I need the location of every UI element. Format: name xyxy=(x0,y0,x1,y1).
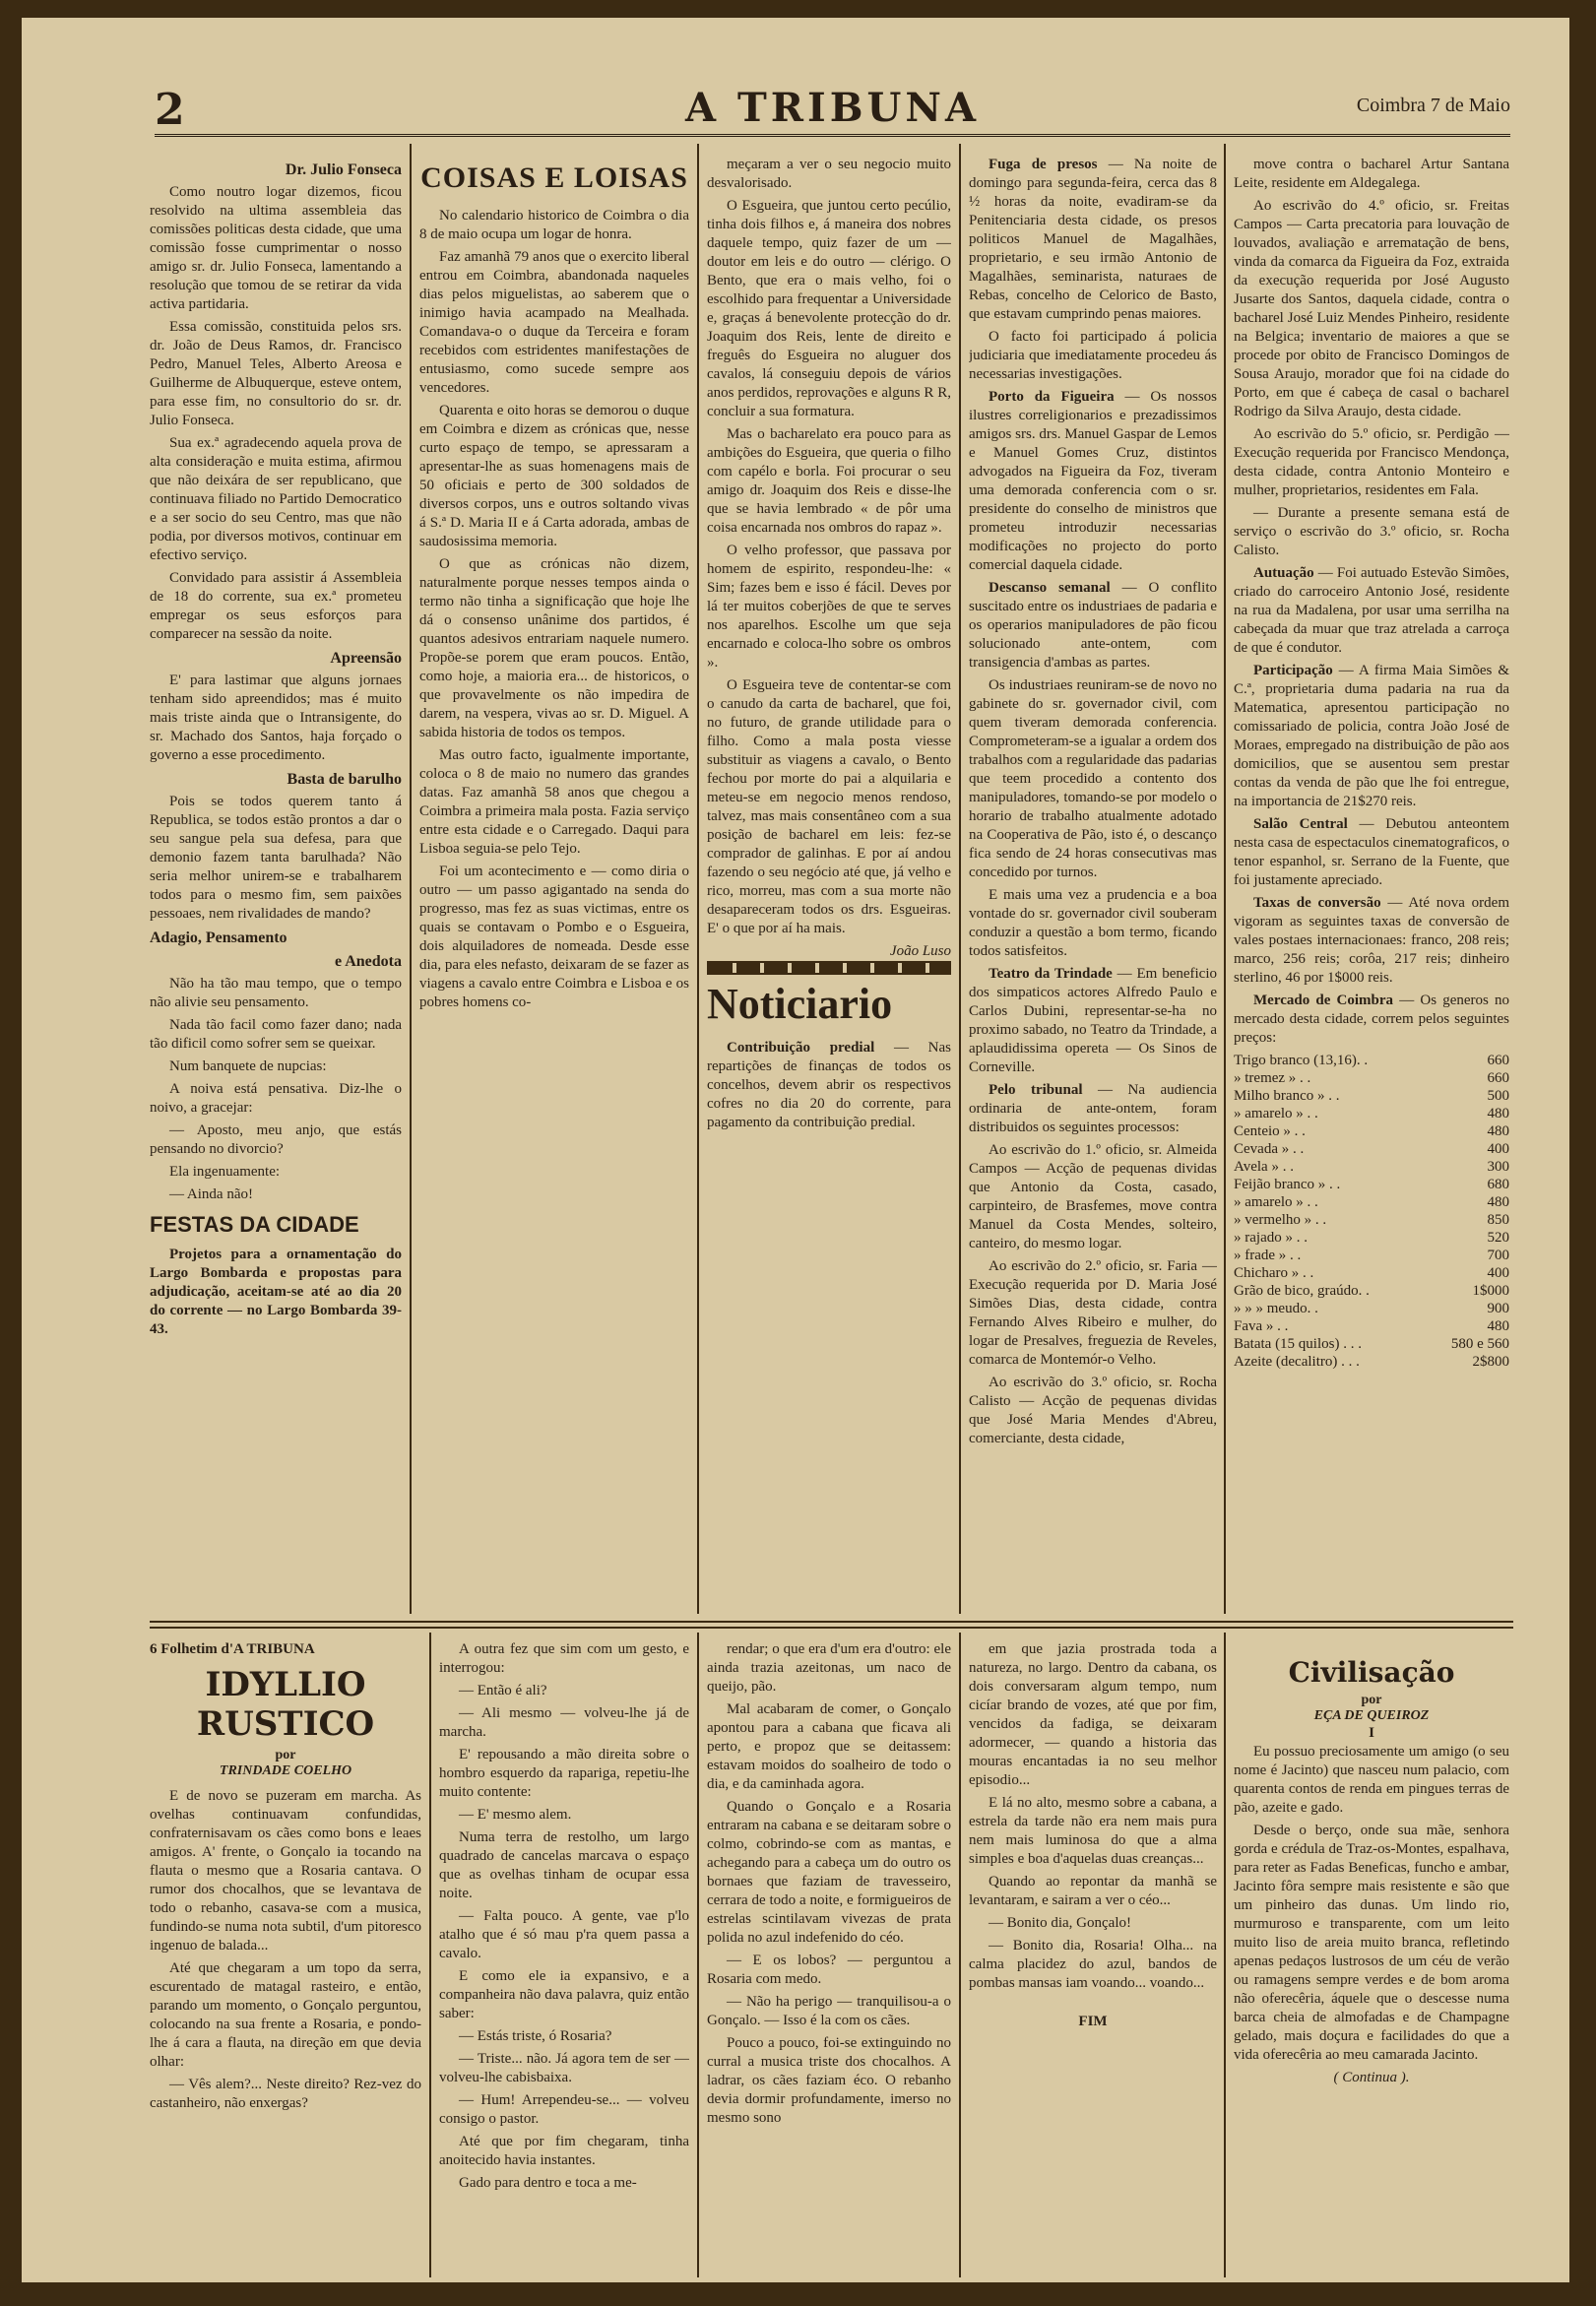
paragraph: — Até nova ordem vigoram as seguintes taxas de conversão de vales postaes internacionaes: franco, 208 reis; marco, 256 reis; corôa, 217 reis; dinheiro sterlino, 46 por 1$000 reis. xyxy=(1234,895,1509,986)
article-title: Adagio, Pensamento xyxy=(150,929,287,946)
paragraph: A noiva está pensativa. Diz-lhe o noivo, a gracejar: xyxy=(150,1081,402,1116)
price-item: » amarelo » . . xyxy=(1234,1106,1318,1121)
price-item: » vermelho » . . xyxy=(1234,1212,1327,1228)
price-row xyxy=(1234,1087,1509,1105)
paragraph: — Os nossos ilustres correligionarios e prezadissimos amigos srs. drs. Manuel Gaspar de Lemos e Manuel Gomes Cruz, distintos advogados na Figueira da Foz, tiveram uma demorada conferencia com o sr. presidente do conselho de ministros que prometeu introduzir necessarias modificações no projecto do porto comercial daquela cidade. xyxy=(969,389,1217,573)
article-title: Taxas de conversão xyxy=(1253,895,1381,911)
column-5 xyxy=(1234,156,1509,1603)
paragraph: — Nas repartições de finanças de todos os concelhos, devem abrir os respectivos cofres no dia 20 do corrente, para pagamento da contribuição predial. xyxy=(707,1040,951,1130)
paragraph: — O conflito suscitado entre os industriaes de padaria e os operarios manipuladores de pão ficou solucionado ante-ontem, com transigencia d'ambas as partes. xyxy=(969,580,1217,671)
folhetim-column-3 xyxy=(707,1640,951,2280)
price-item: Chicharo » . . xyxy=(1234,1265,1314,1281)
folhetim-label: 6 Folhetim d'A TRIBUNA xyxy=(150,1641,315,1657)
price-value: 300 xyxy=(1487,1159,1509,1175)
price-row xyxy=(1234,1069,1509,1087)
folhetim-column-4 xyxy=(969,1640,1217,2280)
paragraph: — Os generos no mercado desta cidade, correm pelos seguintes preços: xyxy=(1234,993,1509,1046)
paragraph: — Hum! Arrependeu-se... — volveu consigo o pastor. xyxy=(439,2092,689,2127)
price-value: 660 xyxy=(1487,1053,1509,1068)
price-value: 400 xyxy=(1487,1141,1509,1157)
column-divider xyxy=(1224,144,1226,1614)
price-value: 400 xyxy=(1487,1265,1509,1281)
paragraph: — Vês alem?... Neste direito? Rez-vez do castanheiro, não enxergas? xyxy=(150,2077,421,2111)
article-title: Participação xyxy=(1253,663,1333,678)
paragraph: Ela ingenuamente: xyxy=(169,1164,281,1180)
price-row xyxy=(1234,1317,1509,1335)
price-value: 520 xyxy=(1487,1230,1509,1246)
paragraph: — Ainda não! xyxy=(169,1186,253,1202)
folhetim-column-2 xyxy=(439,1640,689,2280)
paragraph: — Então é ali? xyxy=(459,1683,547,1698)
chapter-number: I xyxy=(1369,1725,1374,1741)
civilisacao-title: Civilisação xyxy=(1288,1656,1455,1689)
paragraph: — Não ha perigo — tranquilisou-a o Gonçalo. — Isso é la com os cães. xyxy=(707,1994,951,2028)
paragraph: Convidado para assistir á Assembleia de 18 do corrente, sua ex.ª prometeu empregar os seus esforços para comparecer na sessão da noite. xyxy=(150,570,402,642)
column-divider xyxy=(697,144,699,1614)
paragraph: Até que por fim chegaram, tinha anoitecido havia instantes. xyxy=(439,2134,689,2168)
article-subtitle: e Anedota xyxy=(335,953,402,970)
paragraph: Sua ex.ª agradecendo aquela prova de alta consideração e muita estima, afirmou que não deixára de ser republicano, que continuava filiado no Partido Democratico e a ser socio do seu Centro, mas que não podia, por diversos motivos, continuar em efectivo serviço. xyxy=(150,435,402,563)
paragraph: rendar; o que era d'um era d'outro: ele ainda trazia azeitonas, um naco de queijo, pão. xyxy=(707,1641,951,1695)
price-item: Milho branco » . . xyxy=(1234,1088,1340,1104)
paragraph: — E' mesmo alem. xyxy=(459,1807,572,1823)
price-row xyxy=(1234,1140,1509,1158)
folhetim-divider xyxy=(150,1621,1513,1623)
byline-por: por xyxy=(275,1748,296,1762)
paragraph: O velho professor, que passava por homem de espirito, respondeu-lhe: « Sim; fazes bem e isso é fácil. Deves por lá ter muitos coberjões de que te serves nos aparelhos. Escolhe um que seja encarnado e coloca-lho sobre os ombros ». xyxy=(707,543,951,671)
paragraph: E mais uma vez a prudencia e a boa vontade do sr. governador civil souberam conduzir a questão a bom termo, ficando todos satisfeitos. xyxy=(969,887,1217,959)
column-divider xyxy=(410,144,412,1614)
festas-notice: Projetos para a ornamentação do Largo Bombarda e propostas para adjudicação, aceitam-se até ao dia 20 do corrente — no Largo Bombarda 39-43. xyxy=(150,1247,402,1337)
price-value: 680 xyxy=(1487,1177,1509,1192)
paragraph: — Falta pouco. A gente, vae p'lo atalho que é só mau p'ra quem passa a cavalo. xyxy=(439,1908,689,1961)
paragraph: Não ha tão mau tempo, que o tempo não alivie seu pensamento. xyxy=(150,976,402,1010)
festas-heading: FESTAS DA CIDADE xyxy=(150,1212,359,1237)
paragraph: — Na noite de domingo para segunda-feira, cerca das 8 ½ horas da noite, evadiram-se da Penitenciaria desta cidade, os presos politicos Manuel de Magalhães, proprietario, e seu irmão Antonio de Magalhães, seminarista, naturaes de Rebas, concelho de Celorico de Basto, que estavam cumprindo penas maiores. xyxy=(969,157,1217,322)
column-2 xyxy=(419,156,689,1603)
paragraph: Até que chegaram a um topo da serra, escurentado de matagal rasteiro, e então, parando um momento, o Gonçalo perguntou, colocando na sua frente a Rosaria, e pondo-lhe á cara a flauta, na direção em que devia olhar: xyxy=(150,1960,421,2070)
column-divider xyxy=(1224,1633,1226,2277)
price-value: 480 xyxy=(1487,1106,1509,1121)
fim-mark: FIM xyxy=(1078,2014,1108,2029)
column-3 xyxy=(707,156,951,1603)
signature: João Luso xyxy=(889,943,951,959)
column-4 xyxy=(969,156,1217,1603)
price-row xyxy=(1234,1300,1509,1317)
price-table xyxy=(1234,1052,1509,1371)
price-item: » frade » . . xyxy=(1234,1248,1302,1263)
paragraph: Quarenta e oito horas se demorou o duque em Coimbra e dizem as crónicas que, nesse curto espaço de tempo, se apressaram a apresentar-lhe as suas homenagens mais de 50 oficiais e perto de 300 soldados de diversos corpos, uns e outros soltando vivas á S.ª D. Maria II e á Carta adorada, ambas de saudosissima memoria. xyxy=(419,403,689,549)
paragraph: Quando ao repontar da manhã se levantaram, e sairam a ver o céo... xyxy=(969,1874,1217,1908)
paragraph: — A firma Maia Simões & C.ª, proprietaria duma padaria na rua da Matematica, apresentou participação no comissariado de policia, contra João José de Moraes, empregado na distribuição de pão aos domicilios, que se ausentou sem prestar contas da venda de pão que lhe foi entregue, na importancia de 21$270 reis. xyxy=(1234,663,1509,809)
price-row xyxy=(1234,1122,1509,1140)
price-row xyxy=(1234,1193,1509,1211)
price-row xyxy=(1234,1229,1509,1247)
article-title: Dr. Julio Fonseca xyxy=(285,161,402,178)
article-title: Mercado de Coimbra xyxy=(1253,993,1394,1008)
price-row xyxy=(1234,1264,1509,1282)
paragraph: O Esgueira, que juntou certo pecúlio, tinha dois filhos e, á maneira dos nobres daquele tempo, quiz fazer de um — doutor em leis e do outro — clérigo. O Bento, que era o mais velho, foi o escolhido para frequentar a Universidade e, graças á benevolente protecção do dr. Joaquim dos Reis, lente de direito e freguês do Esgueira no aluguer dos cavalos, lá conseguiu depois de vários anos perdidos, reprovações e alguns R R, concluir a sua formatura. xyxy=(707,198,951,419)
paragraph: Nada tão facil como fazer dano; nada tão dificil como sofrer sem se queixar. xyxy=(150,1017,402,1052)
paragraph: Quando o Gonçalo e a Rosaria entraram na cabana e se deitaram sobre o colmo, cobrindo-se com as mantas, e achegando para a cabeça um do outro os bornaes que faziam de travesseiro, cerrara de todo a noite, e formigueiros de estrelas scintilavam vivezas de prata polida no azul indefenido do céo. xyxy=(707,1799,951,1946)
column-divider xyxy=(697,1633,699,2277)
price-item: Trigo branco (13,16). . xyxy=(1234,1053,1369,1068)
article-title: Basta de barulho xyxy=(287,771,402,788)
article-title: Salão Central xyxy=(1253,816,1348,832)
paragraph: — Bonito dia, Rosaria! Olha... na calma placidez do azul, bandos de pombas mansas iam voando... voando... xyxy=(969,1938,1217,1991)
coisas-title: COISAS E LOISAS xyxy=(420,161,688,194)
folhetim-author: TRINDADE COELHO xyxy=(219,1763,352,1778)
paragraph: No calendario historico de Coimbra o dia 8 de maio ocupa um logar de honra. xyxy=(419,208,689,242)
paragraph: — Bonito dia, Gonçalo! xyxy=(989,1915,1131,1931)
paragraph: E de novo se puzeram em marcha. As ovelhas continuavam confundidas, confraternisavam os cães como bons e leaes amigos. A' frente, o Gonçalo ia tocando na flauta o mesmo que a Rosaria cantava. O rumor dos chocalhos, que se levantava de todo o rebanho, casava-se com a musica, fundindo-se numa nota subtil, d'um pitoresco ingenuo de balada... xyxy=(150,1788,421,1954)
paragraph: Como noutro logar dizemos, ficou resolvido na ultima assembleia das comissões politicas desta cidade, que uma comissão fosse cumprimentar o nosso amigo sr. dr. Julio Fonseca, lamentando a resolução que tomou de se retirar da vida activa partidaria. xyxy=(150,184,402,312)
paragraph: Faz amanhã 79 anos que o exercito liberal entrou em Coimbra, abandonada naqueles dias pelos miguelistas, ao saberem que o inimigo havia acampado na Mealhada. Comandava-o o duque da Terceira e foram recebidos com estridentes manifestações de entusiasmo, como sucede sempre aos vencedores. xyxy=(419,249,689,396)
price-value: 850 xyxy=(1487,1212,1509,1228)
price-row xyxy=(1234,1353,1509,1371)
paragraph: Eu possuo preciosamente um amigo (o seu nome é Jacinto) que nasceu num palacio, com quarenta contos de renda em pingues terras de pão, azeite e gado. xyxy=(1234,1744,1509,1816)
paragraph: — Triste... não. Já agora tem de ser — volveu-lhe cabisbaixa. xyxy=(439,2051,689,2085)
article-title: Pelo tribunal xyxy=(989,1082,1083,1098)
paragraph: — Em beneficio dos simpaticos actores Alfredo Paulo e Carlos Dubini, representar-se-ha no proximo sabado, no Teatro da Trindade, a aplaudidissima opereta — Os Sinos de Corneville. xyxy=(969,966,1217,1075)
paragraph: move contra o bacharel Artur Santana Leite, residente em Aldegalega. xyxy=(1234,157,1509,191)
paragraph: Desde o berço, onde sua mãe, senhora gorda e crédula de Traz-os-Montes, espalhava, para reter as Fadas Beneficas, funcho e ambar, Jacinto fôra sempre mais resistente e são que um pinheiro das dunas. Um lindo rio, murmuroso e transparente, com um leito muito liso de areia muito branca, refletindo apenas pedaços lustrosos de um céu de verão ou ramagens sempre verdes e de bom aroma não oferecêria, áquele que o descesse numa barca cheia de almofadas e de Champagne gelado, mais doçura e facilidades do que a vida oferecêria ao meu camarada Jacinto. xyxy=(1234,1823,1509,2063)
paragraph: — Debutou anteontem nesta casa de espectaculos cinematograficos, o tenor espanhol, sr. Serrano de la Fuente, que foi justamente apreciado. xyxy=(1234,816,1509,888)
price-value: 580 e 560 xyxy=(1450,1336,1509,1352)
paragraph: — Ali mesmo — volveu-lhe já de marcha. xyxy=(439,1705,689,1740)
paragraph: Pois se todos querem tanto á Republica, se todos estão prontos a dar o seu sangue pela sua defesa, para que demonio fazem tanta barulhada? Não seria melhor unirem-se e trabalharem todos para o mesmo fim, sem paixões pessoaes, nem rivalidades de mando? xyxy=(150,794,402,922)
paragraph: Gado para dentro e toca a me- xyxy=(459,2175,637,2191)
paragraph: Mas o bacharelato era pouco para as ambições do Esgueira, que queria o filho com capélo e borla. Foi procurar o seu amigo dr. Joaquim dos Reis e disse-lhe que se havia lembrado « de pôr uma coisa encarnada nos ombros do rapaz ». xyxy=(707,426,951,536)
paragraph: Ao escrivão do 1.º oficio, sr. Almeida Campos — Acção de pequenas dividas que Antonio da Costa, casado, carpinteiro, de Brasfemes, move contra Manuel da Costa Mendes, solteiro, canteiro, do mesmo logar. xyxy=(969,1142,1217,1251)
price-value: 500 xyxy=(1487,1088,1509,1104)
price-item: Fava » . . xyxy=(1234,1318,1289,1334)
price-row xyxy=(1234,1105,1509,1122)
price-item: Grão de bico, graúdo. . xyxy=(1234,1283,1370,1299)
article-title: Contribuição predial xyxy=(727,1040,875,1056)
continua-mark: ( Continua ). xyxy=(1333,2070,1410,2085)
folhetim-title: IDYLLIO RUSTICO xyxy=(196,1665,375,1744)
article-title: Teatro da Trindade xyxy=(989,966,1113,982)
price-value: 900 xyxy=(1487,1301,1509,1316)
article-title: Fuga de presos xyxy=(989,157,1098,172)
civilisacao-column xyxy=(1234,1652,1509,2280)
column-divider xyxy=(959,144,961,1614)
paragraph: Ao escrivão do 3.º oficio, sr. Rocha Calisto — Acção de pequenas dividas que José Maria Mendes d'Abreu, comerciante, desta cidade, xyxy=(969,1375,1217,1446)
paragraph: O que as crónicas não dizem, naturalmente porque nesses tempos ainda o termo não tinha a significação que hoje lhe dá o consenso unânime dos partidos, é quantos adesivos entrariam naquele numero. Propõe-se porem que eram poucos. Então, como hoje, a maioria era... de historicos, o que provavelmente os não impedira de darem, na vespera, vivas ao sr. D. Miguel. A sabida historia de todos os tempos. xyxy=(419,556,689,740)
paragraph: Foi um acontecimento e — como diria o outro — um passo agigantado na senda do progresso, mas fez as suas victimas, entre os quais se contavam o Pombo e o Esgueira, dois alquiladores de nomeada. Desde esse dia, para eles nefasto, deixaram de se fazer as viagens a cavalo entre Coimbra e Lisboa e os pobres homens co- xyxy=(419,864,689,1010)
section-ornament xyxy=(707,961,951,975)
article-title: Descanso semanal xyxy=(989,580,1111,596)
paragraph: Ao escrivão do 5.º oficio, sr. Perdigão — Execução requerida por Francisco Mendonça, desta cidade, contra Antonio Monteiro e mulher, proprietarios, residentes em Fala. xyxy=(1234,426,1509,498)
paragraph: em que jazia prostrada toda a natureza, no largo. Dentro da cabana, os dois conversaram algum tempo, num cicíar brando de vozes, até que por fim, vencidos da fadiga, se deixaram adormecer, — quando a historia das mouras encantadas ia no seu melhor episodio... xyxy=(969,1641,1217,1788)
paragraph: — Durante a presente semana está de serviço o escrivão do 3.º oficio, sr. Rocha Calisto. xyxy=(1234,505,1509,558)
paragraph: — E os lobos? — perguntou a Rosaria com medo. xyxy=(707,1953,951,1987)
price-item: Batata (15 quilos) . . . xyxy=(1234,1336,1362,1352)
price-item: » rajado » . . xyxy=(1234,1230,1308,1246)
price-row xyxy=(1234,1158,1509,1176)
price-value: 480 xyxy=(1487,1123,1509,1139)
price-item: Azeite (decalitro) . . . xyxy=(1234,1354,1360,1370)
folhetim-divider xyxy=(150,1627,1513,1629)
price-row xyxy=(1234,1211,1509,1229)
paragraph: E' para lastimar que alguns jornaes tenham sido apreendidos; mas é muito mais triste ainda que o Intransigente, do sr. Machado dos Santos, haja forçado o governo a esse procedimento. xyxy=(150,673,402,763)
paragraph: — Aposto, meu anjo, que estás pensando no divorcio? xyxy=(150,1122,402,1157)
paragraph: — Na audiencia ordinaria de ante-ontem, foram distribuidos os seguintes processos: xyxy=(969,1082,1217,1135)
column-1 xyxy=(150,156,402,1603)
price-value: 480 xyxy=(1487,1318,1509,1334)
price-row xyxy=(1234,1052,1509,1069)
column-divider xyxy=(959,1633,961,2277)
paragraph: Ao escrivão do 2.º oficio, sr. Faria — Execução requerida por D. Maria José Simões Dias, desta cidade, contra Fernando Alves Ribeiro e mulher, do logar de Presalves, freguezia de Reveles, comarca de Montemór-o Velho. xyxy=(969,1258,1217,1368)
paragraph: E' repousando a mão direita sobre o hombro esquerdo da rapariga, repetiu-lhe muito contente: xyxy=(439,1747,689,1800)
paragraph: O facto foi participado á policia judiciaria que imediatamente procedeu ás necessarias investigações. xyxy=(969,329,1217,382)
civilisacao-author: EÇA DE QUEIROZ xyxy=(1313,1708,1430,1723)
price-item: » tremez » . . xyxy=(1234,1070,1311,1086)
paragraph: Mas outro facto, igualmente importante, coloca o 8 de maio no numero das grandes datas. Faz amanhã 58 anos que chegou a Coimbra a primeira mala posta. Fazia serviço entre esta cidade e o Carregado. Daqui para Lisboa seguia-se pelo Tejo. xyxy=(419,747,689,857)
paragraph: Os industriaes reuniram-se de novo no gabinete do sr. governador civil, com quem tiveram demorada conferencia. Comprometeram-se a igualar a ordem dos trabalhos com a regularidade das padarias que teem procedido a contento dos manipuladores, tomando-se por modelo o horario de trabalho atualmente adotado na Cooperativa de Pão, isto é, o descanço fica sendo de 24 horas consecutivas mas concedido por turnos. xyxy=(969,677,1217,880)
paragraph: Essa comissão, constituida pelos srs. dr. João de Deus Ramos, dr. Francisco Pedro, Manuel Teles, Alberto Areosa e Guilherme de Albuquerque, esteve ontem, para esse fim, no consultorio do sr. dr. Julio Fonseca. xyxy=(150,319,402,428)
page-number: 2 xyxy=(155,85,185,135)
price-row xyxy=(1234,1335,1509,1353)
paragraph: Pouco a pouco, foi-se extinguindo no curral a musica triste dos chocalhos. A ladrar, os cães faziam éco. O rebanho devia dormir profundamente, imerso no mesmo sono xyxy=(707,2035,951,2126)
price-item: Feijão branco » . . xyxy=(1234,1177,1341,1192)
article-title: Porto da Figueira xyxy=(989,389,1115,405)
price-row xyxy=(1234,1176,1509,1193)
price-item: » amarelo » . . xyxy=(1234,1194,1318,1210)
newspaper-page xyxy=(22,18,1569,2282)
article-title: Apreensão xyxy=(330,650,402,667)
price-value: 1$000 xyxy=(1472,1283,1509,1299)
price-item: Cevada » . . xyxy=(1234,1141,1305,1157)
paragraph: meçaram a ver o seu negocio muito desvalorisado. xyxy=(707,157,951,191)
newspaper-title: A TRIBUNA xyxy=(685,85,980,131)
byline-por: por xyxy=(1361,1693,1382,1707)
paragraph: E lá no alto, mesmo sobre a cabana, a estrela da tarde não era nem mais pura nem mais luminosa do que a alma simples e boa d'aquelas duas creanças... xyxy=(969,1795,1217,1867)
paragraph: E como ele ia expansivo, e a companheira não dava palavra, quiz então saber: xyxy=(439,1968,689,2021)
price-value: 480 xyxy=(1487,1194,1509,1210)
paragraph: A outra fez que sim com um gesto, e interrogou: xyxy=(439,1641,689,1676)
article-title: Autuação xyxy=(1253,565,1314,581)
paragraph: O Esgueira teve de contentar-se com o canudo da carta de bacharel, que foi, no futuro, de grande utilidade para o filho. Como a mala posta viesse substituir as viagens a cavalo, o Bento fechou por morte do pai a alquilaria e meteu-se em negocio menos rendoso, talvez, mas mais consentâneo com a sua posição de bacharel em leis: fez-se comprador de galinhas. E por aí andou fazendo o seu negócio até que, já velho e rico, morreu, mas com a sua morte não desapareceram todos os drs. Esgueiras. E' o que por aí ha mais. xyxy=(707,677,951,936)
paragraph: Numa terra de restolho, um largo quadrado de cancelas marcava o espaço que as ovelhas tinham de ocupar essa noite. xyxy=(439,1829,689,1901)
price-value: 2$800 xyxy=(1472,1354,1509,1370)
column-divider xyxy=(429,1633,431,2277)
paragraph: — Estás triste, ó Rosaria? xyxy=(459,2028,612,2044)
price-item: Centeio » . . xyxy=(1234,1123,1306,1139)
paragraph: Mal acabaram de comer, o Gonçalo apontou para a cabana que ficava ali perto, e propoz que se deitassem: estavam moidos do soalheiro de todo o dia, e da caminhada agora. xyxy=(707,1701,951,1792)
issue-date: Coimbra 7 de Maio xyxy=(1356,95,1510,116)
paragraph: Ao escrivão do 4.º oficio, sr. Freitas Campos — Carta precatoria para louvação de louvados, avaliação e arrematação de bens, vinda da comarca da Figueira da Foz, extraida da execução requerida por José Augusto Jusarte dos Santos, daquela cidade, contra o bacharel José Luiz Mendes Pinheiro, residente na Belgica; inventario de maiores a que se procede por obito de Francisco Domingos de Sousa Araujo, morador que foi na cidade do Porto, em que é cabeça de casal o bacharel Rodrigo da Silva Araujo, desta cidade. xyxy=(1234,198,1509,419)
price-item: Avela » . . xyxy=(1234,1159,1294,1175)
price-row xyxy=(1234,1282,1509,1300)
masthead-rule xyxy=(155,134,1510,137)
price-row xyxy=(1234,1247,1509,1264)
folhetim-column-1 xyxy=(150,1640,421,2280)
paragraph: Num banquete de nupcias: xyxy=(169,1058,327,1074)
noticiario-heading: Noticiario xyxy=(707,980,893,1028)
paragraph: — Foi autuado Estevão Simões, criado do carroceiro Antonio José, residente na rua da Madalena, por usar uma serrilha na cabeçada da muar que traz atrelada a carroça de que é condutor. xyxy=(1234,565,1509,656)
price-value: 700 xyxy=(1487,1248,1509,1263)
price-value: 660 xyxy=(1487,1070,1509,1086)
price-item: » » » meudo. . xyxy=(1234,1301,1318,1316)
